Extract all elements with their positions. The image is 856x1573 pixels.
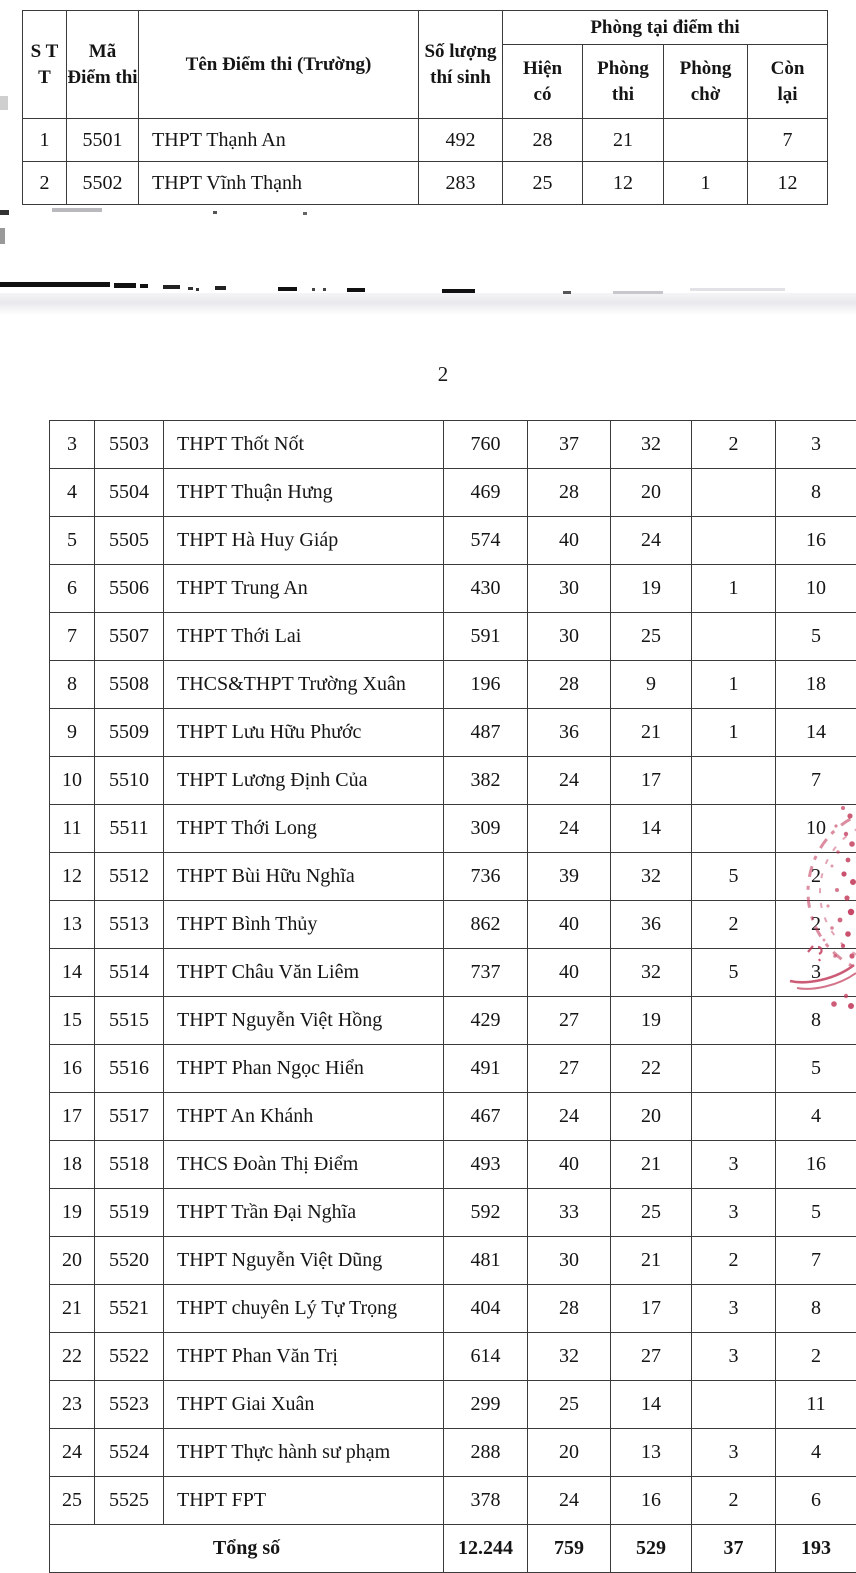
cell-ma-diem-thi: 5513 bbox=[95, 901, 164, 949]
cell-so-luong: 491 bbox=[444, 1045, 528, 1093]
table-row bbox=[50, 949, 856, 997]
cell-stt: 23 bbox=[50, 1381, 95, 1429]
cell-stt: 2 bbox=[23, 162, 67, 205]
cell-ma-diem-thi: 5509 bbox=[95, 709, 164, 757]
scan-dash bbox=[690, 288, 785, 291]
cell-hien-co: 20 bbox=[528, 1429, 611, 1477]
cell-hien-co: 40 bbox=[528, 1141, 611, 1189]
cell-phong-thi: 20 bbox=[611, 1093, 692, 1141]
table-row bbox=[50, 997, 856, 1045]
cell-phong-cho: 5 bbox=[692, 853, 776, 901]
table1-body bbox=[23, 119, 828, 205]
cell-so-luong: 737 bbox=[444, 949, 528, 997]
cell-ma-diem-thi: 5525 bbox=[95, 1477, 164, 1525]
table-row bbox=[50, 613, 856, 661]
cell-phong-thi: 21 bbox=[611, 709, 692, 757]
cell-con-lai: 16 bbox=[776, 517, 856, 565]
cell-ma-diem-thi: 5522 bbox=[95, 1333, 164, 1381]
scan-artifact bbox=[0, 96, 8, 110]
cell-ten-diem-thi: THPT An Khánh bbox=[164, 1093, 444, 1141]
cell-stt: 4 bbox=[50, 469, 95, 517]
cell-phong-thi: 20 bbox=[611, 469, 692, 517]
cell-ma-diem-thi: 5520 bbox=[95, 1237, 164, 1285]
cell-ten-diem-thi: THPT Hà Huy Giáp bbox=[164, 517, 444, 565]
exam-sites-table-page1 bbox=[22, 10, 828, 205]
cell-ma-diem-thi: 5521 bbox=[95, 1285, 164, 1333]
scan-dash bbox=[613, 291, 663, 294]
cell-hien-co: 27 bbox=[528, 1045, 611, 1093]
cell-stt: 11 bbox=[50, 805, 95, 853]
cell-phong-thi: 25 bbox=[611, 1189, 692, 1237]
cell-hien-co: 24 bbox=[528, 805, 611, 853]
cell-so-luong: 481 bbox=[444, 1237, 528, 1285]
scan-dash bbox=[188, 287, 193, 290]
table-row bbox=[50, 1429, 856, 1477]
cell-con-lai: 8 bbox=[776, 469, 856, 517]
cell-stt: 21 bbox=[50, 1285, 95, 1333]
cell-so-luong: 467 bbox=[444, 1093, 528, 1141]
cell-hien-co: 39 bbox=[528, 853, 611, 901]
cell-hien-co: 33 bbox=[528, 1189, 611, 1237]
table-row bbox=[50, 1237, 856, 1285]
cell-con-lai: 3 bbox=[776, 421, 856, 469]
cell-hien-co: 40 bbox=[528, 517, 611, 565]
cell-phong-cho: 3 bbox=[692, 1141, 776, 1189]
cell-phong-thi: 17 bbox=[611, 1285, 692, 1333]
cell-so-luong: 487 bbox=[444, 709, 528, 757]
header-phong-cho: Phòng chờ bbox=[664, 45, 748, 119]
cell-phong-cho: 5 bbox=[692, 949, 776, 997]
cell-hien-co: 25 bbox=[503, 162, 583, 205]
cell-phong-cho: 3 bbox=[692, 1333, 776, 1381]
cell-so-luong: 574 bbox=[444, 517, 528, 565]
cell-stt: 3 bbox=[50, 421, 95, 469]
scan-artifact bbox=[0, 228, 5, 244]
cell-phong-thi: 17 bbox=[611, 757, 692, 805]
header-stt: S T T bbox=[23, 11, 67, 119]
scan-dash bbox=[140, 284, 148, 288]
table-row bbox=[50, 517, 856, 565]
cell-con-lai: 3 bbox=[776, 949, 856, 997]
cell-stt: 8 bbox=[50, 661, 95, 709]
cell-phong-cho: 3 bbox=[692, 1429, 776, 1477]
table-row bbox=[23, 162, 828, 205]
cell-con-lai: 11 bbox=[776, 1381, 856, 1429]
cell-phong-thi: 9 bbox=[611, 661, 692, 709]
cell-phong-cho: 1 bbox=[692, 565, 776, 613]
total-hien-co: 759 bbox=[528, 1525, 611, 1573]
cell-con-lai: 7 bbox=[776, 1237, 856, 1285]
cell-stt: 18 bbox=[50, 1141, 95, 1189]
cell-phong-thi: 27 bbox=[611, 1333, 692, 1381]
cell-hien-co: 28 bbox=[503, 119, 583, 162]
cell-so-luong: 299 bbox=[444, 1381, 528, 1429]
cell-con-lai: 7 bbox=[776, 757, 856, 805]
cell-ten-diem-thi: THPT Bùi Hữu Nghĩa bbox=[164, 853, 444, 901]
cell-so-luong: 614 bbox=[444, 1333, 528, 1381]
cell-ten-diem-thi: THPT FPT bbox=[164, 1477, 444, 1525]
scan-dash bbox=[215, 286, 226, 290]
table-row bbox=[50, 1045, 856, 1093]
cell-ma-diem-thi: 5518 bbox=[95, 1141, 164, 1189]
cell-ten-diem-thi: THPT Thực hành sư phạm bbox=[164, 1429, 444, 1477]
cell-phong-thi: 21 bbox=[611, 1141, 692, 1189]
cell-phong-thi: 24 bbox=[611, 517, 692, 565]
table2-body bbox=[50, 421, 856, 1525]
cell-so-luong: 283 bbox=[419, 162, 503, 205]
cell-ma-diem-thi: 5504 bbox=[95, 469, 164, 517]
table-row bbox=[50, 469, 856, 517]
cell-con-lai: 8 bbox=[776, 997, 856, 1045]
total-phong-thi: 529 bbox=[611, 1525, 692, 1573]
cell-ten-diem-thi: THPT Lương Định Của bbox=[164, 757, 444, 805]
cell-stt: 1 bbox=[23, 119, 67, 162]
cell-phong-thi: 13 bbox=[611, 1429, 692, 1477]
cell-ten-diem-thi: THCS&THPT Trường Xuân bbox=[164, 661, 444, 709]
cell-ten-diem-thi: THPT Thuận Hưng bbox=[164, 469, 444, 517]
cell-ma-diem-thi: 5501 bbox=[67, 119, 139, 162]
scan-dash bbox=[312, 288, 315, 291]
cell-phong-thi: 22 bbox=[611, 1045, 692, 1093]
red-stamp-fragment bbox=[788, 800, 856, 1012]
header-ma-diem-thi: Mã Điểm thi bbox=[67, 11, 139, 119]
cell-hien-co: 25 bbox=[528, 1381, 611, 1429]
scan-artifact bbox=[52, 208, 102, 212]
cell-ma-diem-thi: 5512 bbox=[95, 853, 164, 901]
cell-ma-diem-thi: 5519 bbox=[95, 1189, 164, 1237]
cell-ma-diem-thi: 5506 bbox=[95, 565, 164, 613]
cell-stt: 7 bbox=[50, 613, 95, 661]
cell-phong-thi: 32 bbox=[611, 421, 692, 469]
table-row bbox=[50, 661, 856, 709]
cell-so-luong: 492 bbox=[419, 119, 503, 162]
cell-phong-thi: 19 bbox=[611, 565, 692, 613]
cell-con-lai: 2 bbox=[776, 1333, 856, 1381]
cell-ma-diem-thi: 5517 bbox=[95, 1093, 164, 1141]
cell-phong-cho: 3 bbox=[692, 1285, 776, 1333]
cell-con-lai: 5 bbox=[776, 1189, 856, 1237]
scan-dash bbox=[278, 287, 297, 291]
cell-phong-thi: 25 bbox=[611, 613, 692, 661]
cell-phong-cho bbox=[664, 119, 748, 162]
cell-hien-co: 28 bbox=[528, 661, 611, 709]
cell-hien-co: 32 bbox=[528, 1333, 611, 1381]
total-con-lai: 193 bbox=[776, 1525, 856, 1573]
cell-ten-diem-thi: THPT Giai Xuân bbox=[164, 1381, 444, 1429]
cell-ten-diem-thi: THPT Châu Văn Liêm bbox=[164, 949, 444, 997]
cell-stt: 22 bbox=[50, 1333, 95, 1381]
total-so-luong: 12.244 bbox=[444, 1525, 528, 1573]
cell-so-luong: 430 bbox=[444, 565, 528, 613]
cell-ma-diem-thi: 5515 bbox=[95, 997, 164, 1045]
cell-stt: 25 bbox=[50, 1477, 95, 1525]
cell-stt: 16 bbox=[50, 1045, 95, 1093]
cell-stt: 5 bbox=[50, 517, 95, 565]
scan-artifact bbox=[213, 211, 217, 214]
scan-dash bbox=[0, 282, 110, 287]
header-so-luong: Số lượng thí sinh bbox=[419, 11, 503, 119]
cell-phong-thi: 19 bbox=[611, 997, 692, 1045]
cell-con-lai: 14 bbox=[776, 709, 856, 757]
scan-dash bbox=[114, 283, 136, 288]
table-row bbox=[50, 1093, 856, 1141]
cell-phong-thi: 32 bbox=[611, 949, 692, 997]
cell-ma-diem-thi: 5510 bbox=[95, 757, 164, 805]
cell-phong-cho bbox=[692, 1381, 776, 1429]
cell-hien-co: 28 bbox=[528, 469, 611, 517]
cell-ma-diem-thi: 5524 bbox=[95, 1429, 164, 1477]
cell-ten-diem-thi: THPT Phan Ngọc Hiển bbox=[164, 1045, 444, 1093]
cell-ma-diem-thi: 5508 bbox=[95, 661, 164, 709]
cell-stt: 20 bbox=[50, 1237, 95, 1285]
cell-phong-thi: 16 bbox=[611, 1477, 692, 1525]
cell-hien-co: 30 bbox=[528, 613, 611, 661]
cell-hien-co: 28 bbox=[528, 1285, 611, 1333]
cell-stt: 15 bbox=[50, 997, 95, 1045]
cell-ten-diem-thi: THPT Thới Lai bbox=[164, 613, 444, 661]
table-row bbox=[23, 119, 828, 162]
cell-hien-co: 27 bbox=[528, 997, 611, 1045]
cell-con-lai: 8 bbox=[776, 1285, 856, 1333]
table-row bbox=[50, 565, 856, 613]
cell-phong-cho: 2 bbox=[692, 1477, 776, 1525]
cell-so-luong: 469 bbox=[444, 469, 528, 517]
cell-ma-diem-thi: 5511 bbox=[95, 805, 164, 853]
cell-ten-diem-thi: THPT Thạnh An bbox=[139, 119, 419, 162]
cell-so-luong: 196 bbox=[444, 661, 528, 709]
cell-phong-cho: 1 bbox=[692, 709, 776, 757]
cell-con-lai: 5 bbox=[776, 1045, 856, 1093]
cell-phong-cho: 3 bbox=[692, 1189, 776, 1237]
table-row bbox=[50, 901, 856, 949]
cell-phong-cho: 2 bbox=[692, 1237, 776, 1285]
cell-stt: 6 bbox=[50, 565, 95, 613]
cell-phong-cho bbox=[692, 997, 776, 1045]
table-row bbox=[50, 1285, 856, 1333]
cell-phong-cho bbox=[692, 1045, 776, 1093]
cell-ten-diem-thi: THPT Trần Đại Nghĩa bbox=[164, 1189, 444, 1237]
cell-phong-cho bbox=[692, 517, 776, 565]
cell-phong-thi: 21 bbox=[611, 1237, 692, 1285]
cell-ma-diem-thi: 5503 bbox=[95, 421, 164, 469]
cell-con-lai: 18 bbox=[776, 661, 856, 709]
header-phong-group: Phòng tại điểm thi bbox=[503, 11, 828, 45]
cell-hien-co: 30 bbox=[528, 1237, 611, 1285]
cell-so-luong: 309 bbox=[444, 805, 528, 853]
cell-ten-diem-thi: THPT Bình Thủy bbox=[164, 901, 444, 949]
cell-phong-cho: 1 bbox=[692, 661, 776, 709]
scan-artifact bbox=[303, 212, 307, 215]
table-row bbox=[50, 1333, 856, 1381]
cell-hien-co: 24 bbox=[528, 1093, 611, 1141]
total-row bbox=[50, 1525, 856, 1573]
cell-ten-diem-thi: THPT Thốt Nốt bbox=[164, 421, 444, 469]
table-row bbox=[50, 1381, 856, 1429]
cell-hien-co: 30 bbox=[528, 565, 611, 613]
cell-hien-co: 36 bbox=[528, 709, 611, 757]
scan-dash bbox=[563, 291, 571, 294]
cell-phong-thi: 14 bbox=[611, 1381, 692, 1429]
scan-dash bbox=[442, 289, 475, 293]
cell-stt: 14 bbox=[50, 949, 95, 997]
cell-con-lai: 4 bbox=[776, 1429, 856, 1477]
cell-ten-diem-thi: THPT Nguyễn Việt Dũng bbox=[164, 1237, 444, 1285]
cell-ten-diem-thi: THPT Vĩnh Thạnh bbox=[139, 162, 419, 205]
cell-ma-diem-thi: 5514 bbox=[95, 949, 164, 997]
cell-con-lai: 10 bbox=[776, 805, 856, 853]
cell-con-lai: 7 bbox=[748, 119, 828, 162]
cell-con-lai: 4 bbox=[776, 1093, 856, 1141]
header-con-lai: Còn lại bbox=[748, 45, 828, 119]
table-row bbox=[50, 805, 856, 853]
cell-stt: 24 bbox=[50, 1429, 95, 1477]
table-row bbox=[50, 421, 856, 469]
header-ten-diem-thi: Tên Điểm thi (Trường) bbox=[139, 11, 419, 119]
cell-ten-diem-thi: THPT Trung An bbox=[164, 565, 444, 613]
cell-so-luong: 429 bbox=[444, 997, 528, 1045]
cell-ten-diem-thi: THPT Phan Văn Trị bbox=[164, 1333, 444, 1381]
scan-dash bbox=[347, 288, 365, 292]
cell-stt: 13 bbox=[50, 901, 95, 949]
cell-phong-cho: 2 bbox=[692, 901, 776, 949]
cell-phong-thi: 21 bbox=[583, 119, 664, 162]
scan-artifact bbox=[0, 210, 9, 215]
cell-phong-cho: 1 bbox=[664, 162, 748, 205]
cell-hien-co: 24 bbox=[528, 757, 611, 805]
cell-phong-thi: 12 bbox=[583, 162, 664, 205]
cell-ma-diem-thi: 5516 bbox=[95, 1045, 164, 1093]
cell-hien-co: 40 bbox=[528, 901, 611, 949]
cell-con-lai: 2 bbox=[776, 853, 856, 901]
cell-so-luong: 736 bbox=[444, 853, 528, 901]
cell-so-luong: 592 bbox=[444, 1189, 528, 1237]
cell-phong-cho bbox=[692, 469, 776, 517]
cell-con-lai: 10 bbox=[776, 565, 856, 613]
total-phong-cho: 37 bbox=[692, 1525, 776, 1573]
cell-ten-diem-thi: THPT Lưu Hữu Phước bbox=[164, 709, 444, 757]
cell-ma-diem-thi: 5505 bbox=[95, 517, 164, 565]
cell-stt: 12 bbox=[50, 853, 95, 901]
scan-dash bbox=[323, 288, 326, 291]
cell-hien-co: 37 bbox=[528, 421, 611, 469]
cell-so-luong: 404 bbox=[444, 1285, 528, 1333]
cell-hien-co: 24 bbox=[528, 1477, 611, 1525]
cell-con-lai: 2 bbox=[776, 901, 856, 949]
cell-ma-diem-thi: 5523 bbox=[95, 1381, 164, 1429]
cell-ten-diem-thi: THPT chuyên Lý Tự Trọng bbox=[164, 1285, 444, 1333]
header-phong-thi: Phòng thi bbox=[583, 45, 664, 119]
total-label: Tổng số bbox=[50, 1525, 444, 1573]
page-number: 2 bbox=[437, 362, 449, 386]
cell-phong-cho: 2 bbox=[692, 421, 776, 469]
table-row bbox=[50, 757, 856, 805]
cell-so-luong: 493 bbox=[444, 1141, 528, 1189]
cell-ma-diem-thi: 5502 bbox=[67, 162, 139, 205]
cell-ma-diem-thi: 5507 bbox=[95, 613, 164, 661]
cell-con-lai: 6 bbox=[776, 1477, 856, 1525]
cell-ten-diem-thi: THPT Thới Long bbox=[164, 805, 444, 853]
cell-phong-thi: 14 bbox=[611, 805, 692, 853]
table-row bbox=[50, 853, 856, 901]
table-row bbox=[50, 1189, 856, 1237]
header-hien-co: Hiện có bbox=[503, 45, 583, 119]
cell-stt: 9 bbox=[50, 709, 95, 757]
exam-sites-table-page2 bbox=[49, 420, 856, 1573]
cell-stt: 10 bbox=[50, 757, 95, 805]
cell-so-luong: 862 bbox=[444, 901, 528, 949]
table-row bbox=[50, 1477, 856, 1525]
cell-phong-cho bbox=[692, 805, 776, 853]
cell-phong-cho bbox=[692, 1093, 776, 1141]
cell-so-luong: 591 bbox=[444, 613, 528, 661]
scan-gray-band bbox=[0, 293, 856, 315]
cell-so-luong: 760 bbox=[444, 421, 528, 469]
cell-con-lai: 5 bbox=[776, 613, 856, 661]
cell-so-luong: 378 bbox=[444, 1477, 528, 1525]
cell-con-lai: 12 bbox=[748, 162, 828, 205]
cell-ten-diem-thi: THCS Đoàn Thị Điểm bbox=[164, 1141, 444, 1189]
cell-stt: 19 bbox=[50, 1189, 95, 1237]
cell-phong-thi: 32 bbox=[611, 853, 692, 901]
cell-phong-cho bbox=[692, 613, 776, 661]
cell-so-luong: 288 bbox=[444, 1429, 528, 1477]
table-row bbox=[50, 1141, 856, 1189]
cell-hien-co: 40 bbox=[528, 949, 611, 997]
cell-ten-diem-thi: THPT Nguyễn Việt Hồng bbox=[164, 997, 444, 1045]
table-row bbox=[50, 709, 856, 757]
cell-stt: 17 bbox=[50, 1093, 95, 1141]
scan-dash bbox=[196, 288, 199, 291]
cell-con-lai: 16 bbox=[776, 1141, 856, 1189]
cell-phong-cho bbox=[692, 757, 776, 805]
cell-so-luong: 382 bbox=[444, 757, 528, 805]
cell-phong-thi: 36 bbox=[611, 901, 692, 949]
scan-dash bbox=[163, 285, 180, 289]
